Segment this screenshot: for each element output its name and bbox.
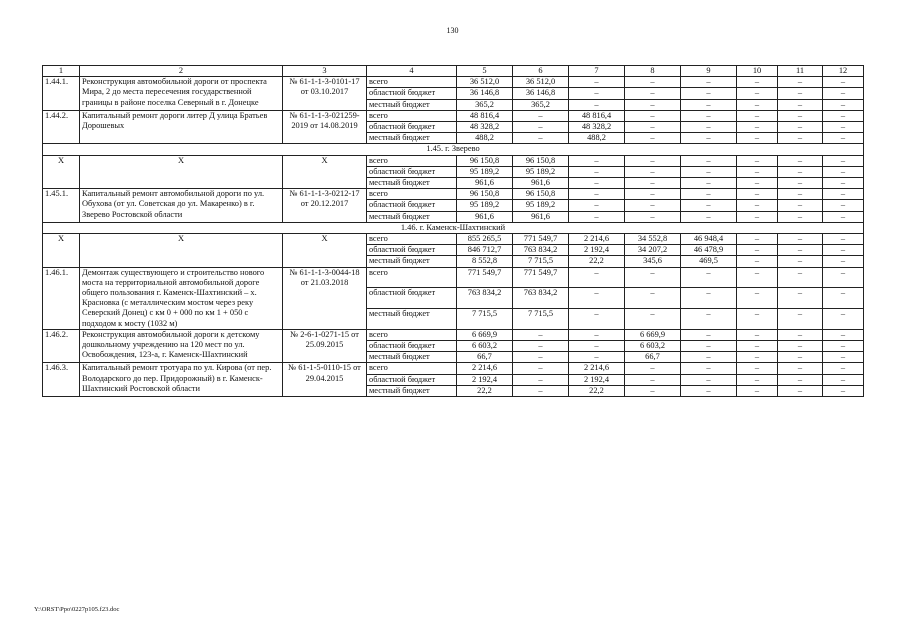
amount-cell: –	[681, 211, 737, 222]
amount-cell: –	[778, 88, 823, 99]
amount-cell: –	[823, 329, 864, 340]
amount-cell: –	[737, 189, 778, 200]
amount-cell: 36 146,8	[457, 88, 513, 99]
column-number: 2	[80, 66, 283, 77]
amount-cell: –	[681, 166, 737, 177]
amount-cell: –	[737, 374, 778, 385]
amount-cell: –	[778, 256, 823, 267]
amount-cell: 365,2	[457, 99, 513, 110]
amount-cell: –	[681, 385, 737, 396]
amount-cell: –	[681, 288, 737, 309]
amount-cell: –	[681, 341, 737, 352]
amount-cell: 48 328,2	[569, 122, 625, 133]
amount-cell: –	[513, 374, 569, 385]
funding-source-label: областной бюджет	[367, 88, 457, 99]
funding-source-label: областной бюджет	[367, 166, 457, 177]
table-row	[43, 110, 864, 121]
document-reference: № 61-1-1-3-0101-17 от 03.10.2017	[283, 77, 367, 111]
amount-cell: 36 512,0	[457, 77, 513, 88]
amount-cell: –	[625, 122, 681, 133]
amount-cell: –	[778, 374, 823, 385]
funding-source-label: всего	[367, 363, 457, 374]
amount-cell: 22,2	[569, 256, 625, 267]
amount-cell: 365,2	[513, 99, 569, 110]
amount-cell: 66,7	[457, 352, 513, 363]
amount-cell: –	[513, 133, 569, 144]
amount-cell: –	[625, 267, 681, 288]
column-number: 5	[457, 66, 513, 77]
item-number: 1.44.2.	[43, 110, 80, 144]
amount-cell: –	[823, 133, 864, 144]
amount-cell: 95 189,2	[513, 166, 569, 177]
column-number: 9	[681, 66, 737, 77]
funding-source-label: областной бюджет	[367, 200, 457, 211]
funding-source-label: всего	[367, 110, 457, 121]
amount-cell: –	[569, 178, 625, 189]
amount-cell: –	[681, 189, 737, 200]
amount-cell: 34 207,2	[625, 245, 681, 256]
amount-cell: –	[778, 122, 823, 133]
amount-cell: –	[737, 99, 778, 110]
table-row	[43, 189, 864, 200]
item-number: 1.44.1.	[43, 77, 80, 111]
amount-cell: –	[737, 341, 778, 352]
amount-cell: 66,7	[625, 352, 681, 363]
amount-cell: –	[778, 267, 823, 288]
amount-cell: 2 214,6	[457, 363, 513, 374]
section-row	[43, 222, 864, 233]
amount-cell: –	[823, 77, 864, 88]
amount-cell: –	[625, 77, 681, 88]
amount-cell: –	[823, 122, 864, 133]
amount-cell: –	[778, 178, 823, 189]
amount-cell: –	[737, 122, 778, 133]
amount-cell: –	[625, 99, 681, 110]
item-description: Капитальный ремонт автомобильной дороги по ул. Обухова (от ул. Советская до ул. Макаренко) в г. Зверево Ростовской области	[80, 189, 283, 223]
amount-cell: –	[823, 374, 864, 385]
amount-cell: –	[737, 309, 778, 330]
document-reference: № 61-1-1-3-0212-17 от 20.12.2017	[283, 189, 367, 223]
amount-cell: 96 150,8	[457, 189, 513, 200]
column-number: 12	[823, 66, 864, 77]
table-row	[43, 77, 864, 88]
file-path-footer: Y:\ORST\Ppo\0227p105.f23.doc	[34, 606, 120, 613]
amount-cell: –	[625, 200, 681, 211]
item-description: X	[80, 234, 283, 268]
amount-cell: –	[737, 288, 778, 309]
amount-cell: –	[681, 133, 737, 144]
amount-cell: –	[737, 245, 778, 256]
amount-cell: 961,6	[513, 178, 569, 189]
amount-cell: 763 834,2	[513, 245, 569, 256]
amount-cell: –	[737, 211, 778, 222]
amount-cell: –	[569, 267, 625, 288]
amount-cell: 771 549,7	[513, 267, 569, 288]
amount-cell: 7 715,5	[513, 256, 569, 267]
amount-cell: –	[625, 189, 681, 200]
amount-cell: 6 603,2	[457, 341, 513, 352]
amount-cell: 763 834,2	[457, 288, 513, 309]
amount-cell: –	[823, 341, 864, 352]
amount-cell: 7 715,5	[457, 309, 513, 330]
amount-cell: –	[625, 309, 681, 330]
document-reference: X	[283, 155, 367, 189]
amount-cell: –	[681, 178, 737, 189]
amount-cell: –	[625, 88, 681, 99]
amount-cell: –	[778, 189, 823, 200]
amount-cell: –	[569, 352, 625, 363]
item-description: X	[80, 155, 283, 189]
amount-cell: 6 669,9	[457, 329, 513, 340]
amount-cell: –	[625, 155, 681, 166]
amount-cell: –	[569, 211, 625, 222]
amount-cell: –	[513, 363, 569, 374]
column-number: 3	[283, 66, 367, 77]
amount-cell: 22,2	[569, 385, 625, 396]
amount-cell: –	[823, 309, 864, 330]
amount-cell: –	[625, 288, 681, 309]
table-row	[43, 234, 864, 245]
amount-cell: –	[823, 363, 864, 374]
document-reference: № 61-1-5-0110-15 от 29.04.2015	[283, 363, 367, 397]
item-description: Капитальный ремонт тротуара по ул. Кирова (от пер. Володарского до пер. Придорожный) в г. Каменск-Шахтинский Ростовской области	[80, 363, 283, 397]
amount-cell: –	[737, 166, 778, 177]
amount-cell: –	[823, 385, 864, 396]
amount-cell: –	[778, 288, 823, 309]
amount-cell: –	[823, 352, 864, 363]
amount-cell: –	[778, 385, 823, 396]
amount-cell: –	[569, 189, 625, 200]
amount-cell: –	[569, 155, 625, 166]
amount-cell: 48 816,4	[457, 110, 513, 121]
column-number: 11	[778, 66, 823, 77]
amount-cell: 46 948,4	[681, 234, 737, 245]
amount-cell: 488,2	[457, 133, 513, 144]
funding-source-label: областной бюджет	[367, 245, 457, 256]
amount-cell: –	[681, 200, 737, 211]
funding-source-label: всего	[367, 329, 457, 340]
amount-cell: –	[625, 133, 681, 144]
table-row	[43, 267, 864, 288]
funding-source-label: областной бюджет	[367, 374, 457, 385]
amount-cell: 8 552,8	[457, 256, 513, 267]
amount-cell: –	[823, 178, 864, 189]
amount-cell: –	[569, 329, 625, 340]
amount-cell: 846 712,7	[457, 245, 513, 256]
item-description: Капитальный ремонт дороги литер Д улица Братьев Дорошевых	[80, 110, 283, 144]
amount-cell: 763 834,2	[513, 288, 569, 309]
amount-cell: –	[569, 288, 625, 309]
amount-cell: –	[737, 234, 778, 245]
amount-cell: –	[681, 77, 737, 88]
amount-cell: –	[823, 234, 864, 245]
amount-cell: –	[625, 211, 681, 222]
amount-cell: –	[823, 189, 864, 200]
amount-cell: 36 512,0	[513, 77, 569, 88]
amount-cell: –	[778, 245, 823, 256]
amount-cell: 95 189,2	[513, 200, 569, 211]
amount-cell: 771 549,7	[513, 234, 569, 245]
column-number: 6	[513, 66, 569, 77]
amount-cell: –	[737, 256, 778, 267]
amount-cell: –	[823, 288, 864, 309]
amount-cell: 488,2	[569, 133, 625, 144]
amount-cell: –	[569, 88, 625, 99]
document-reference: № 2-6-1-0271-15 от 25.09.2015	[283, 329, 367, 363]
amount-cell: –	[737, 155, 778, 166]
amount-cell: 2 214,6	[569, 363, 625, 374]
amount-cell: 961,6	[513, 211, 569, 222]
amount-cell: –	[513, 122, 569, 133]
item-number: 1.46.1.	[43, 267, 80, 329]
amount-cell: –	[823, 99, 864, 110]
amount-cell: 48 328,2	[457, 122, 513, 133]
amount-cell: –	[778, 133, 823, 144]
amount-cell: –	[569, 166, 625, 177]
amount-cell: 345,6	[625, 256, 681, 267]
amount-cell: –	[681, 309, 737, 330]
amount-cell: –	[737, 77, 778, 88]
amount-cell: 961,6	[457, 211, 513, 222]
amount-cell: –	[778, 166, 823, 177]
amount-cell: –	[625, 166, 681, 177]
funding-source-label: местный бюджет	[367, 352, 457, 363]
funding-source-label: местный бюджет	[367, 211, 457, 222]
amount-cell: –	[737, 88, 778, 99]
amount-cell: –	[778, 77, 823, 88]
amount-cell: –	[737, 385, 778, 396]
amount-cell: 6 603,2	[625, 341, 681, 352]
funding-source-label: местный бюджет	[367, 385, 457, 396]
amount-cell: 469,5	[681, 256, 737, 267]
amount-cell: –	[681, 352, 737, 363]
amount-cell: –	[569, 341, 625, 352]
amount-cell: –	[778, 309, 823, 330]
amount-cell: –	[513, 110, 569, 121]
document-reference: № 61-1-1-3-0044-18 от 21.03.2018	[283, 267, 367, 329]
amount-cell: 36 146,8	[513, 88, 569, 99]
amount-cell: –	[737, 133, 778, 144]
amount-cell: 2 192,4	[569, 245, 625, 256]
amount-cell: 95 189,2	[457, 166, 513, 177]
funding-source-label: местный бюджет	[367, 133, 457, 144]
funding-source-label: местный бюджет	[367, 178, 457, 189]
document-reference: X	[283, 234, 367, 268]
funding-source-label: всего	[367, 234, 457, 245]
amount-cell: –	[681, 267, 737, 288]
amount-cell: –	[681, 374, 737, 385]
amount-cell: –	[681, 122, 737, 133]
amount-cell: –	[737, 178, 778, 189]
section-row	[43, 144, 864, 155]
amount-cell: –	[737, 200, 778, 211]
amount-cell: –	[823, 267, 864, 288]
amount-cell: 48 816,4	[569, 110, 625, 121]
section-title: 1.45. г. Зверево	[43, 144, 864, 155]
amount-cell: 2 214,6	[569, 234, 625, 245]
amount-cell: 34 552,8	[625, 234, 681, 245]
amount-cell: –	[569, 309, 625, 330]
amount-cell: 6 669,9	[625, 329, 681, 340]
amount-cell: 46 478,9	[681, 245, 737, 256]
column-number-row	[43, 66, 864, 77]
amount-cell: –	[513, 329, 569, 340]
amount-cell: 2 192,4	[457, 374, 513, 385]
funding-source-label: областной бюджет	[367, 122, 457, 133]
item-description: Реконструкция автомобильной дороги к детскому дошкольному учреждению на 120 мест по ул. Освобождения, 123-а, г. Каменск-Шахтинский	[80, 329, 283, 363]
item-number: 1.46.2.	[43, 329, 80, 363]
amount-cell: –	[569, 99, 625, 110]
amount-cell: –	[778, 110, 823, 121]
amount-cell: –	[513, 352, 569, 363]
amount-cell: –	[778, 352, 823, 363]
amount-cell: –	[778, 200, 823, 211]
amount-cell: –	[823, 200, 864, 211]
amount-cell: 7 715,5	[513, 309, 569, 330]
amount-cell: –	[778, 211, 823, 222]
amount-cell: –	[778, 155, 823, 166]
amount-cell: –	[823, 88, 864, 99]
amount-cell: –	[681, 99, 737, 110]
amount-cell: 95 189,2	[457, 200, 513, 211]
amount-cell: 855 265,5	[457, 234, 513, 245]
amount-cell: 22,2	[457, 385, 513, 396]
column-number: 8	[625, 66, 681, 77]
document-reference: № 61-1-1-3-021259-2019 от 14.08.2019	[283, 110, 367, 144]
amount-cell: –	[823, 245, 864, 256]
amount-cell: –	[823, 211, 864, 222]
funding-source-label: областной бюджет	[367, 341, 457, 352]
amount-cell: 771 549,7	[457, 267, 513, 288]
table-row	[43, 155, 864, 166]
amount-cell: –	[625, 374, 681, 385]
column-number: 7	[569, 66, 625, 77]
item-number: X	[43, 234, 80, 268]
amount-cell: –	[737, 363, 778, 374]
table-row	[43, 329, 864, 340]
amount-cell: –	[625, 385, 681, 396]
amount-cell: –	[823, 110, 864, 121]
amount-cell: –	[778, 329, 823, 340]
amount-cell: –	[737, 352, 778, 363]
amount-cell: –	[823, 166, 864, 177]
amount-cell: 961,6	[457, 178, 513, 189]
funding-source-label: всего	[367, 155, 457, 166]
amount-cell: –	[823, 155, 864, 166]
funding-source-label: областной бюджет	[367, 288, 457, 309]
amount-cell: 96 150,8	[513, 189, 569, 200]
amount-cell: –	[681, 329, 737, 340]
amount-cell: –	[737, 267, 778, 288]
amount-cell: –	[625, 178, 681, 189]
column-number: 4	[367, 66, 457, 77]
amount-cell: –	[737, 110, 778, 121]
amount-cell: –	[625, 363, 681, 374]
amount-cell: 2 192,4	[569, 374, 625, 385]
column-number: 10	[737, 66, 778, 77]
amount-cell: –	[625, 110, 681, 121]
funding-source-label: местный бюджет	[367, 99, 457, 110]
amount-cell: –	[778, 99, 823, 110]
budget-table	[42, 65, 864, 397]
amount-cell: –	[737, 329, 778, 340]
funding-source-label: всего	[367, 189, 457, 200]
column-number: 1	[43, 66, 80, 77]
amount-cell: –	[778, 363, 823, 374]
amount-cell: –	[681, 110, 737, 121]
amount-cell: –	[823, 256, 864, 267]
amount-cell: 96 150,8	[513, 155, 569, 166]
funding-source-label: местный бюджет	[367, 309, 457, 330]
funding-source-label: всего	[367, 267, 457, 288]
table-row	[43, 363, 864, 374]
item-description: Реконструкция автомобильной дороги от проспекта Мира, 2 до места пересечения государственной границы в районе поселка Северный в г. Донецке	[80, 77, 283, 111]
amount-cell: –	[569, 77, 625, 88]
item-description: Демонтаж существующего и строительство нового моста на территориальной автомобильной дороге общего пользования г. Каменск-Шахтинский – х. Красновка (с металлическим мостом через реку Северский Донец) с км 0 + 000 по км 1 + 050 с подходом к мосту (1032 м)	[80, 267, 283, 329]
amount-cell: –	[681, 155, 737, 166]
page-number: 130	[446, 26, 459, 35]
amount-cell: –	[513, 341, 569, 352]
amount-cell: 96 150,8	[457, 155, 513, 166]
funding-source-label: местный бюджет	[367, 256, 457, 267]
item-number: 1.45.1.	[43, 189, 80, 223]
amount-cell: –	[513, 385, 569, 396]
amount-cell: –	[569, 200, 625, 211]
funding-source-label: всего	[367, 77, 457, 88]
section-title: 1.46. г. Каменск-Шахтинский	[43, 222, 864, 233]
amount-cell: –	[778, 234, 823, 245]
item-number: X	[43, 155, 80, 189]
amount-cell: –	[681, 363, 737, 374]
amount-cell: –	[681, 88, 737, 99]
amount-cell: –	[778, 341, 823, 352]
item-number: 1.46.3.	[43, 363, 80, 397]
